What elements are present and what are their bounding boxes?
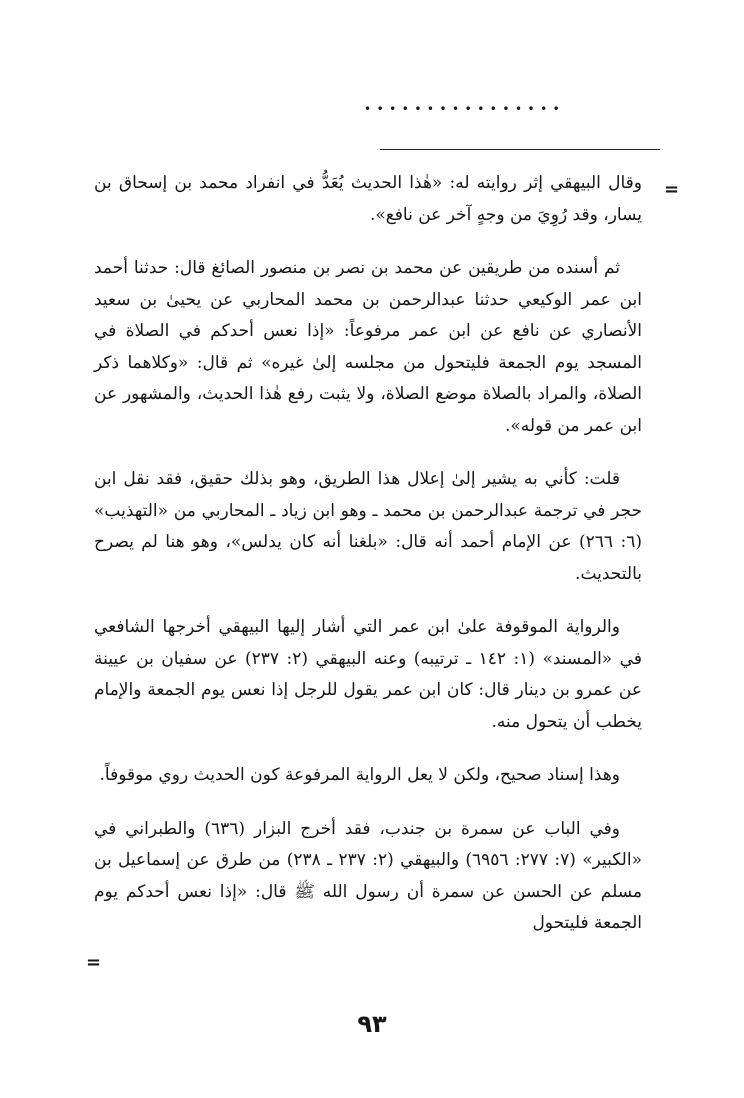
paragraph-3: قلت: كأني به يشير إلىٰ إعلال هذا الطريق، وهو بذلك حقيق، فقد نقل ابن حجر في ترجمة عبدالرحمن بن محمد ـ وهو ابن زياد ـ المحاربي من «التهذيب» (٦: ٢٦٦) عن الإمام أحمد أنه قال: «بلغنا أنه كان يدلس»، وهو هنا لم يصرح بالتحديث.: [94, 469, 642, 584]
page-number: ٩٣: [357, 1010, 387, 1038]
ellipsis-dots: ••••••••••••••••: [364, 102, 566, 116]
paragraph-5: وهذا إسناد صحيح، ولكن لا يعل الرواية المرفوعة كون الحديث روي موقوفاً.: [99, 765, 620, 785]
paragraph-1: وقال البيهقي إثر روايته له: «هٰذا الحديث يُعَدُّ في انفراد محمد بن إسحاق بن يسار، وقد رُوِيَ من وجهٍ آخر عن نافع».: [94, 173, 642, 225]
paragraph-4: والرواية الموقوفة علىٰ ابن عمر التي أشار إليها البيهقي أخرجها الشافعي في «المسند» (١: ١٤٢ ـ ترتيبه) وعنه البيهقي (٢: ٢٣٧) عن سفيان بن عيينة عن عمرو بن دينار قال: كان ابن عمر يقول للرجل إذا نعس يوم الجمعة والإمام يخطب أن يتحول منه.: [94, 617, 642, 732]
continuation-mark-top: =: [664, 179, 680, 200]
footnote-separator-rule: [380, 149, 660, 150]
paragraph-6: وفي الباب عن سمرة بن جندب، فقد أخرج البزار (٦٣٦) والطبراني في «الكبير» (٧: ٢٧٧: ٦٩٥٦) والبيهقي (٢: ٢٣٧ ـ ٢٣٨) من طرق عن إسماعيل بن مسلم عن الحسن عن سمرة أن رسول الله ﷺ قال: «إذا نعس أحدكم يوم الجمعة فليتحول: [94, 818, 642, 933]
page-body: [94, 168, 642, 962]
continuation-mark-bottom: =: [86, 952, 102, 973]
paragraph-2: ثم أسنده من طريقين عن محمد بن نصر بن منصور الصائغ قال: حدثنا أحمد ابن عمر الوكيعي حدثنا عبدالرحمن بن محمد المحاربي عن يحيىٰ بن سعيد الأنصاري عن نافع عن ابن عمر مرفوعاً: «إذا نعس أحدكم في الصلاة في المسجد يوم الجمعة فليتحول من مجلسه إلىٰ غيره» ثم قال: «وكلاهما ذكر الصلاة، والمراد بالصلاة موضع الصلاة، ولا يثبت رفع هٰذا الحديث، والمشهور عن ابن عمر من قوله».: [94, 258, 642, 436]
